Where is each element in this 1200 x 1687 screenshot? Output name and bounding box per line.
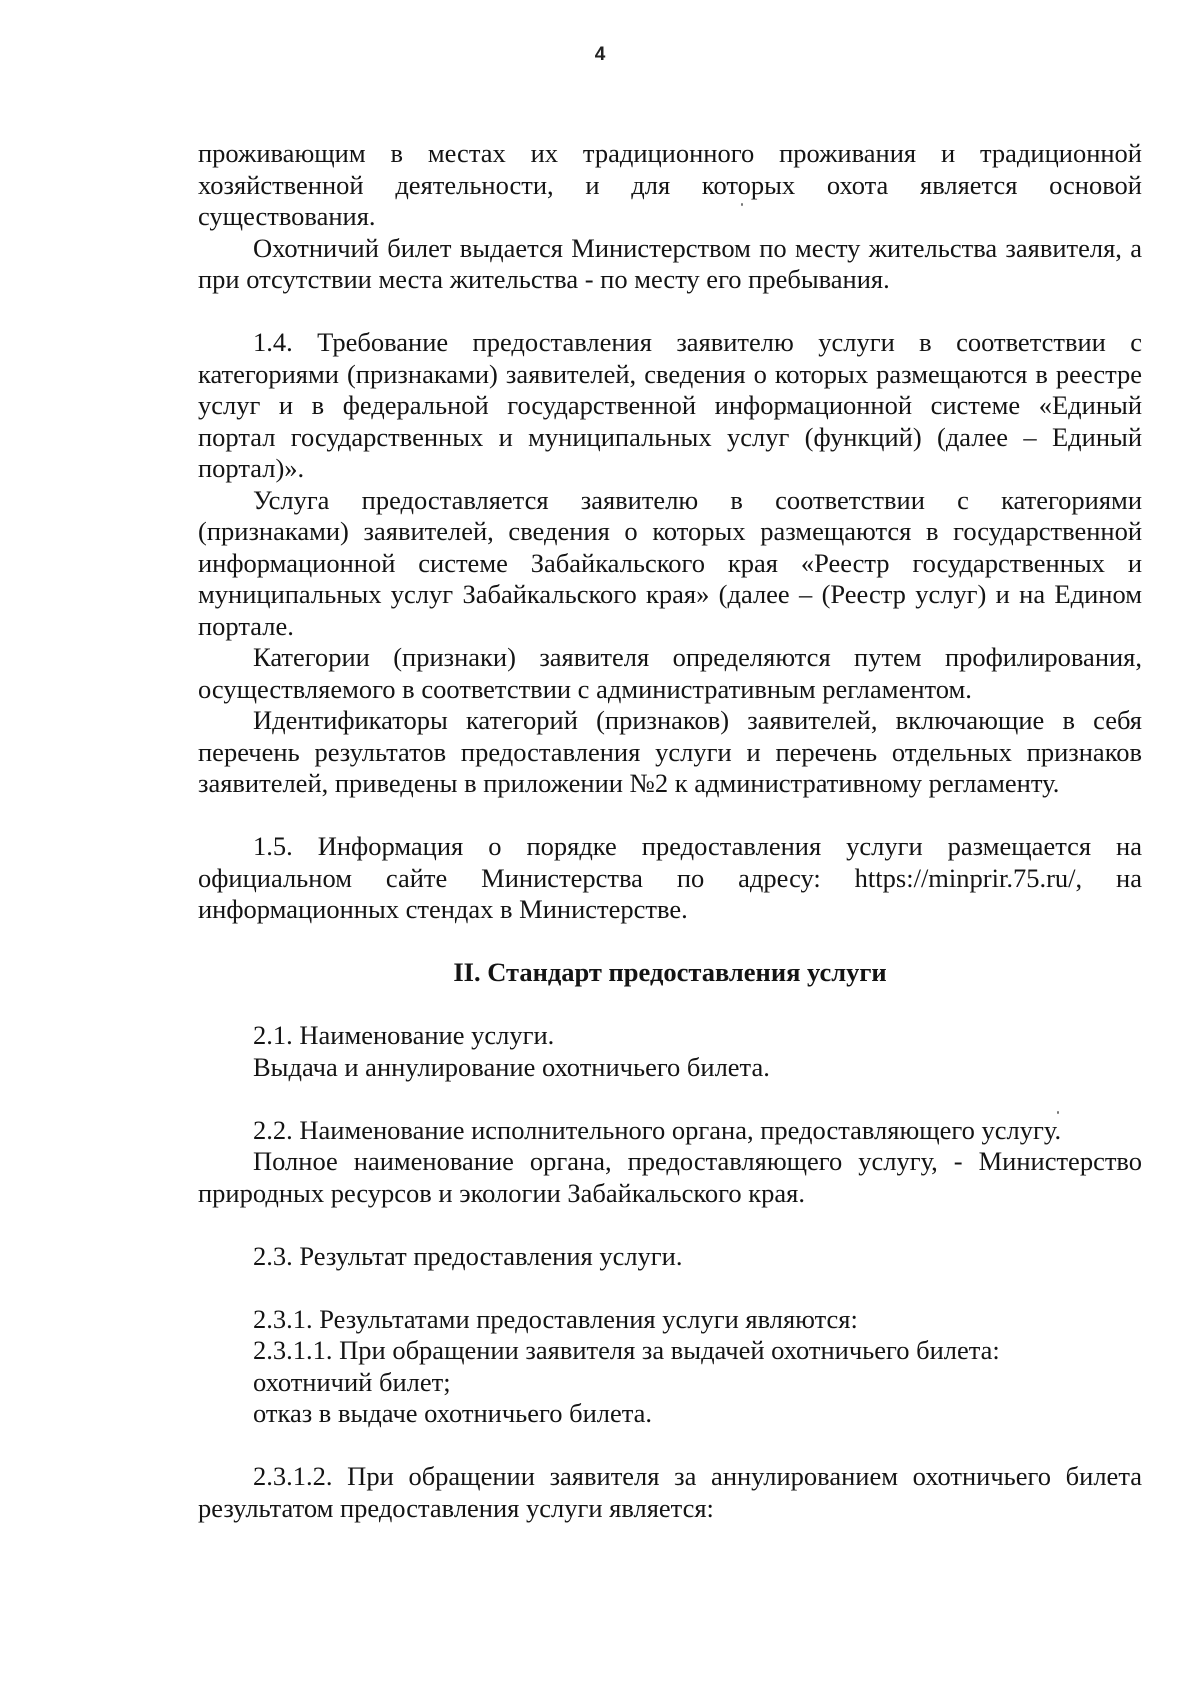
- paragraph: отказ в выдаче охотничьего билета.: [253, 1398, 653, 1428]
- paragraph: 2.3. Результат предоставления услуги.: [253, 1240, 683, 1271]
- document-body: [198, 138, 1142, 1524]
- paragraph: 2.3.1.2. При обращении заявителя за аннулированием охотничьего билета результатом предоставления услуги является:: [198, 1461, 1142, 1523]
- paragraph: 2.2. Наименование исполнительного органа, предоставляющего услугу.: [253, 1114, 1062, 1145]
- section-heading: II. Стандарт предоставления услуги: [453, 957, 887, 987]
- paragraph: Выдача и аннулирование охотничьего билета.: [253, 1051, 770, 1082]
- paragraph: 2.3.1.1. При обращении заявителя за выдачей охотничьего билета:: [253, 1335, 1000, 1365]
- scan-speck: [1057, 1111, 1059, 1114]
- page-number: 4: [594, 44, 606, 65]
- paragraph: 2.3.1. Результатами предоставления услуги являются:: [253, 1303, 858, 1334]
- paragraph: Услуга предоставляется заявителю в соответствии с категориями (признаками) заявителей, сведения о которых размещаются в государственной информационной системе Забайкальского края «Реестр государственных и муниципальных услуг Забайкальского края» (далее – (Реестр услуг) и на Едином портале.: [198, 484, 1142, 641]
- paragraph: охотничий билет;: [253, 1366, 451, 1397]
- paragraph: Полное наименование органа, предоставляющего услугу, - Министерство природных ресурсов и экологии Забайкальского края.: [198, 1146, 1142, 1208]
- paragraph: 1.5. Информация о порядке предоставления услуги размещается на официальном сайте Министерства по адресу: https://minprir.75.ru/, на информационных стендах в Министерстве.: [198, 831, 1142, 924]
- paragraph: Идентификаторы категорий (признаков) заявителей, включающие в себя перечень результатов предоставления услуги и перечень отдельных признаков заявителей, приведены в приложении №2 к административному регламенту.: [198, 705, 1142, 798]
- paragraph: Категории (признаки) заявителя определяются путем профилирования, осуществляемого в соответствии с административным регламентом.: [198, 642, 1142, 704]
- paragraph: проживающим в местах их традиционного проживания и традиционной хозяйственной деятельности, и для которых охота является основой существования.: [198, 138, 1142, 231]
- paragraph: Охотничий билет выдается Министерством по месту жительства заявителя, а при отсутствии места жительства - по месту его пребывания.: [198, 232, 1142, 294]
- paragraph: 1.4. Требование предоставления заявителю услуги в соответствии с категориями (признаками) заявителей, сведения о которых размещаются в реестре услуг и в федеральной государственной информационной системе «Единый портал государственных и муниципальных услуг (функций) (далее – Единый портал)».: [198, 327, 1142, 483]
- scan-speck: [741, 203, 743, 206]
- paragraph: 2.1. Наименование услуги.: [253, 1020, 555, 1050]
